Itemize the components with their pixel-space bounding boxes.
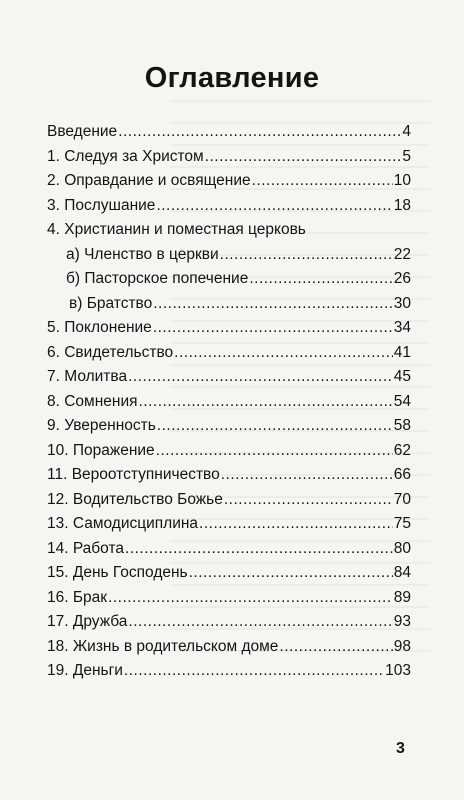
toc-entry xyxy=(47,586,411,611)
toc-entry-title: 4. Христианин и поместная церковь xyxy=(47,221,306,238)
dot-leader xyxy=(124,659,384,684)
toc-entry xyxy=(47,439,411,464)
toc-entry-page: 58 xyxy=(393,417,411,434)
toc-entry-title: 17. Дружба xyxy=(47,613,128,630)
toc-entry xyxy=(47,537,411,562)
toc-entry-title: 7. Молитва xyxy=(47,368,128,385)
toc-entry xyxy=(47,218,411,243)
dot-leader xyxy=(139,390,393,415)
toc-entry-title: 15. День Господень xyxy=(47,564,188,581)
dot-leader xyxy=(153,292,393,317)
toc-entry-page: 84 xyxy=(393,564,411,581)
toc-entry-page: 70 xyxy=(393,490,411,508)
toc-entry-title: 12. Водительство Божье xyxy=(47,490,223,508)
dot-leader xyxy=(221,463,393,488)
page-title: Оглавление xyxy=(144,62,320,94)
toc-entry-title: 8. Сомнения xyxy=(47,392,138,410)
toc-entry-page: 89 xyxy=(393,588,411,606)
toc-entry-page: 26 xyxy=(393,270,411,287)
toc-entry-page: 62 xyxy=(393,441,411,459)
toc-entry-page: 66 xyxy=(393,466,411,483)
toc-entry-title: 5. Поклонение xyxy=(47,319,152,336)
table-of-contents xyxy=(47,120,411,684)
dot-leader xyxy=(220,243,393,268)
dot-leader xyxy=(279,635,392,660)
dot-leader xyxy=(156,439,393,464)
toc-entry xyxy=(47,635,411,660)
page-number: 3 xyxy=(396,740,405,757)
toc-entry-title: 16. Брак xyxy=(47,588,108,606)
toc-entry-page: 80 xyxy=(393,539,411,557)
toc-entry xyxy=(47,292,411,317)
toc-entry-page: 22 xyxy=(393,245,411,263)
toc-entry xyxy=(47,659,411,684)
toc-entry xyxy=(47,561,411,586)
dot-leader xyxy=(157,414,393,439)
toc-entry xyxy=(47,267,411,292)
dot-leader xyxy=(125,537,393,562)
toc-entry-page: 103 xyxy=(385,662,411,679)
toc-entry-page: 4 xyxy=(402,123,411,140)
toc-entry-page: 30 xyxy=(393,294,411,312)
toc-entry-title: б) Пасторское попечение xyxy=(66,270,249,287)
toc-entry-title: 19. Деньги xyxy=(47,662,123,679)
toc-entry-title: 14. Работа xyxy=(47,539,125,557)
toc-entry-page: 5 xyxy=(402,147,411,165)
toc-entry-title: 9. Уверенность xyxy=(47,417,156,434)
toc-entry-title: 18. Жизнь в родительском доме xyxy=(47,637,279,655)
toc-entry xyxy=(47,365,411,390)
toc-entry xyxy=(47,341,411,366)
toc-entry-page: 10 xyxy=(393,172,411,189)
toc-entry-page: 45 xyxy=(393,368,411,385)
toc-entry-page: 98 xyxy=(393,637,411,655)
toc-entry-page: 75 xyxy=(393,515,411,532)
dot-leader xyxy=(189,561,393,586)
toc-entry xyxy=(47,169,411,194)
toc-entry xyxy=(47,316,411,341)
toc-entry-title: в) Братство xyxy=(69,294,153,312)
dot-leader xyxy=(249,267,392,292)
dot-leader xyxy=(118,120,401,145)
dot-leader xyxy=(156,194,392,219)
toc-entry-page: 54 xyxy=(393,392,411,410)
toc-entry-title: Введение xyxy=(47,123,118,140)
toc-entry-title: 6. Свидетельство xyxy=(47,343,174,361)
dot-leader xyxy=(224,488,393,513)
toc-entry-title: а) Членство в церкви xyxy=(66,245,219,263)
toc-entry xyxy=(47,145,411,170)
dot-leader xyxy=(252,169,393,194)
toc-entry xyxy=(47,243,411,268)
toc-entry-title: 1. Следуя за Христом xyxy=(47,147,204,165)
dot-leader xyxy=(108,586,393,611)
dot-leader xyxy=(205,145,402,170)
dot-leader xyxy=(199,512,393,537)
toc-entry-title: 2. Оправдание и освящение xyxy=(47,172,251,189)
dot-leader xyxy=(128,610,392,635)
toc-entry-page: 34 xyxy=(393,319,411,336)
toc-entry xyxy=(47,120,411,145)
toc-entry-page: 41 xyxy=(393,343,411,361)
toc-entry-title: 11. Вероотступничество xyxy=(47,466,220,483)
toc-entry xyxy=(47,610,411,635)
toc-entry-page: 93 xyxy=(393,613,411,630)
toc-entry-title: 3. Послушание xyxy=(47,196,156,214)
toc-entry-title: 10. Поражение xyxy=(47,441,155,459)
toc-entry-page: 18 xyxy=(393,196,411,214)
toc-entry-title: 13. Самодисциплина xyxy=(47,515,199,532)
dot-leader xyxy=(174,341,393,366)
toc-entry xyxy=(47,512,411,537)
toc-entry xyxy=(47,390,411,415)
toc-entry xyxy=(47,414,411,439)
toc-entry xyxy=(47,463,411,488)
dot-leader xyxy=(153,316,393,341)
toc-entry xyxy=(47,488,411,513)
toc-entry xyxy=(47,194,411,219)
dot-leader xyxy=(128,365,393,390)
